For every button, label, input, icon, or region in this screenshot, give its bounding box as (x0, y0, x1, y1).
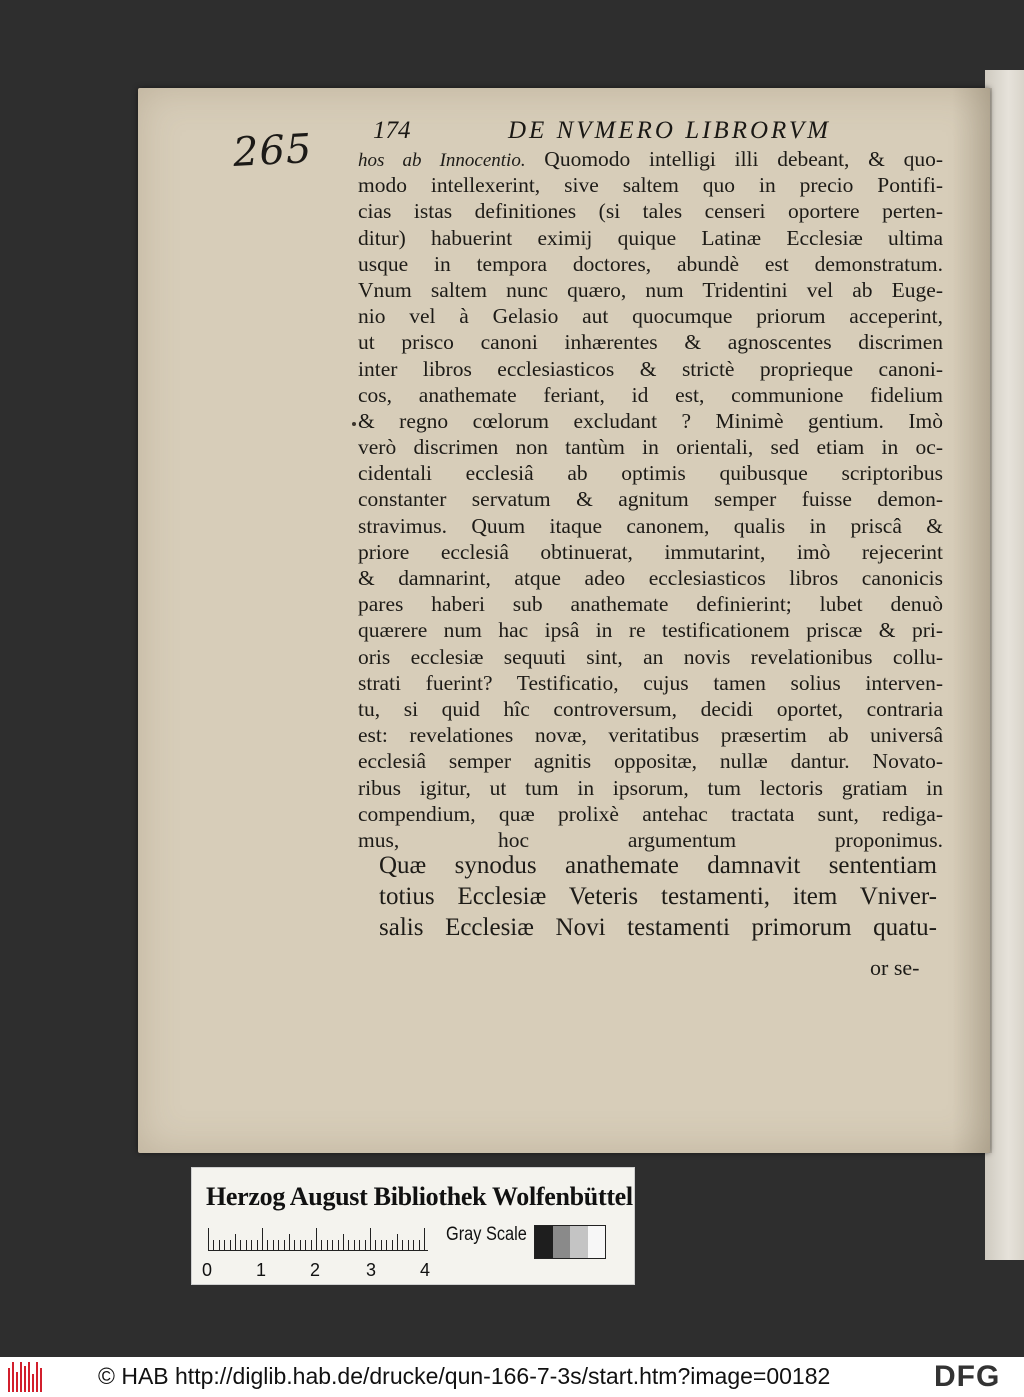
line-text: & damnarint, atque adeo ecclesiasticos libros canonicis (358, 566, 943, 590)
gray-scale-label: Gray Scale (446, 1224, 527, 1245)
line-text: tu, si quid hîc controversum, decidi oportet, contraria (358, 696, 943, 721)
text-line (358, 251, 943, 277)
ruler-tick (213, 1240, 214, 1250)
hab-logo-icon (8, 1362, 46, 1392)
argument-text (379, 850, 937, 943)
logo-bar (24, 1366, 26, 1392)
page-gutter-shadow (952, 88, 992, 1153)
line-text: est: revelationes novæ, veritatibus præsertim ab universâ (358, 723, 943, 748)
footer-bar (0, 1357, 1024, 1397)
text-line (358, 329, 943, 355)
ruler-baseline (208, 1250, 428, 1251)
ruler-tick (413, 1240, 414, 1250)
ruler-tick (392, 1240, 393, 1250)
dfg-logo: DFG (934, 1360, 1001, 1393)
ruler-tick (408, 1240, 409, 1250)
ruler-tick (419, 1240, 420, 1250)
text-line (358, 748, 943, 774)
ruler-numbers (202, 1260, 442, 1282)
ruler-tick (300, 1240, 301, 1250)
ruler-tick (402, 1240, 403, 1250)
logo-bar (36, 1362, 38, 1392)
logo-bar (32, 1374, 34, 1392)
ruler-tick (321, 1240, 322, 1250)
line-text: verò discrimen non tantùm in orientali, sed etiam in oc- (358, 435, 943, 460)
text-line (358, 801, 943, 827)
line-text: modo intellexerint, sive saltem quo in precio Pontifi- (358, 173, 943, 198)
text-line (358, 356, 943, 382)
line-text: inter libros ecclesiasticos & strictè proprieque canoni- (358, 356, 943, 381)
text-line (358, 225, 943, 251)
page-number: 174 (373, 117, 411, 144)
line-text: priore ecclesiâ obtinuerat, immutarint, imò rejecerint (358, 539, 943, 564)
text-line (358, 434, 943, 460)
line-text: compendium, quæ prolixè antehac tractata sunt, rediga- (358, 801, 943, 826)
running-head-title: DE NVMERO LIBRORVM (508, 117, 831, 144)
line-text: mus, hoc argumentum proponimus. (358, 827, 943, 852)
gray-swatch (570, 1226, 588, 1258)
ruler-tick (246, 1240, 247, 1250)
argument-line: Quæ synodus anathemate damnavit sententiam (379, 852, 937, 879)
text-line (358, 539, 943, 565)
argument-line: salis Ecclesiæ Novi testamenti primorum quatu- (379, 914, 937, 941)
ruler-tick (397, 1234, 398, 1250)
line-text: stravimus. Quum itaque canonem, qualis in priscâ & (358, 513, 943, 538)
text-line (358, 617, 943, 643)
catchword: or se- (870, 955, 920, 980)
ruler-tick (311, 1240, 312, 1250)
line-text: constanter servatum & agnitum semper fuisse demon- (358, 487, 943, 512)
ruler-tick (338, 1240, 339, 1250)
text-line (358, 722, 943, 748)
text-line (358, 670, 943, 696)
text-line (358, 696, 943, 722)
ruler-number: 1 (256, 1260, 267, 1280)
ink-spot (352, 422, 356, 426)
line-text: ecclesiâ semper agnitis oppositæ, nullæ dantur. Novato- (358, 749, 943, 774)
logo-bar (8, 1368, 10, 1392)
ruler-tick (219, 1240, 220, 1250)
text-line (358, 460, 943, 486)
body-text (358, 146, 943, 853)
ruler-number: 2 (310, 1260, 321, 1280)
logo-bar (28, 1362, 30, 1392)
logo-bar (12, 1362, 14, 1392)
text-line (358, 172, 943, 198)
gray-swatch (553, 1226, 571, 1258)
ruler-tick (316, 1228, 317, 1250)
ruler-tick (294, 1240, 295, 1250)
ruler-tick (343, 1234, 344, 1250)
text-line (358, 486, 943, 512)
handwritten-folio-number: 265 (231, 125, 314, 177)
text-line (358, 146, 943, 172)
line-text: usque in tempora doctores, abundè est demonstratum. (358, 251, 943, 276)
line-text: cias istas definitiones (si tales censeri oportere perten- (358, 199, 943, 224)
line-text: ut prisco canoni inhærentes & agnoscentes discrimen (358, 330, 943, 355)
italic-lead: hos ab Innocentio. (358, 150, 526, 171)
line-text: oris ecclesiæ sequuti sint, an novis revelationibus collu- (358, 644, 943, 669)
ruler-tick (327, 1240, 328, 1250)
ruler-tick (257, 1240, 258, 1250)
library-name: Herzog August Bibliothek Wolfenbüttel (206, 1182, 633, 1211)
text-line (358, 277, 943, 303)
ruler-tick (251, 1240, 252, 1250)
ruler-tick (224, 1240, 225, 1250)
ruler-tick (375, 1240, 376, 1250)
ruler-tick (365, 1240, 366, 1250)
ruler-tick (348, 1240, 349, 1250)
gray-scale-swatches (534, 1225, 606, 1259)
line-text: Vnum saltem nunc quæro, num Tridentini vel ab Euge- (358, 277, 943, 302)
text-line (358, 775, 943, 801)
ruler-tick (208, 1228, 209, 1250)
gray-swatch (588, 1226, 606, 1258)
logo-bar (40, 1368, 42, 1392)
text-line (358, 382, 943, 408)
ruler-tick (354, 1240, 355, 1250)
text-line (358, 408, 943, 434)
ruler-number: 0 (202, 1260, 213, 1280)
ruler-tick (262, 1228, 263, 1250)
text-line (358, 513, 943, 539)
text-line (358, 198, 943, 224)
ruler-tick (424, 1228, 425, 1250)
ruler-tick (235, 1234, 236, 1250)
line-text: cos, anathemate feriant, id est, communione fidelium (358, 382, 943, 407)
line-text: Quomodo intelligi illi debeant, & quo- (525, 147, 943, 171)
ruler-tick (289, 1234, 290, 1250)
ruler-number: 4 (420, 1260, 431, 1280)
copyright-url[interactable]: © HAB http://diglib.hab.de/drucke/qun-166-7-3s/start.htm?image=00182 (98, 1363, 831, 1389)
ruler-tick (386, 1240, 387, 1250)
ruler-tick (267, 1240, 268, 1250)
ruler-tick (359, 1240, 360, 1250)
line-text: ditur) habuerint eximij quique Latinæ Ecclesiæ ultima (358, 225, 943, 250)
ruler-number: 3 (366, 1260, 377, 1280)
ruler-tick (381, 1240, 382, 1250)
line-text: cidentali ecclesiâ ab optimis quibusque scriptoribus (358, 461, 943, 486)
ruler-tick (230, 1240, 231, 1250)
line-text: & regno cœlorum excludant ? Minimè gentium. Imò (358, 408, 943, 433)
ruler-tick (273, 1240, 274, 1250)
line-text: pares haberi sub anathemate definierint; lubet denuò (358, 592, 943, 617)
scale-ruler (208, 1220, 428, 1260)
ruler-tick (284, 1240, 285, 1250)
argument-line: totius Ecclesiæ Veteris testamenti, item Vniver- (379, 883, 937, 910)
text-line (358, 644, 943, 670)
ruler-tick (370, 1228, 371, 1250)
gray-swatch (535, 1226, 553, 1258)
ruler-tick (240, 1240, 241, 1250)
ruler-tick (332, 1240, 333, 1250)
line-text: strati fuerint? Testificatio, cujus tamen solius interven- (358, 670, 943, 695)
text-line (358, 303, 943, 329)
text-line (358, 591, 943, 617)
logo-bar (20, 1362, 22, 1392)
line-text: ribus igitur, ut tum in ipsorum, tum lectoris gratiam in (358, 775, 943, 800)
line-text: nio vel à Gelasio aut quocumque priorum acceperint, (358, 304, 943, 329)
ruler-tick (278, 1240, 279, 1250)
line-text: quærere num hac ipsâ in re testificationem priscæ & pri- (358, 618, 943, 643)
ruler-tick (305, 1240, 306, 1250)
color-calibration-card (191, 1167, 635, 1285)
text-line (358, 565, 943, 591)
logo-bar (16, 1372, 18, 1392)
